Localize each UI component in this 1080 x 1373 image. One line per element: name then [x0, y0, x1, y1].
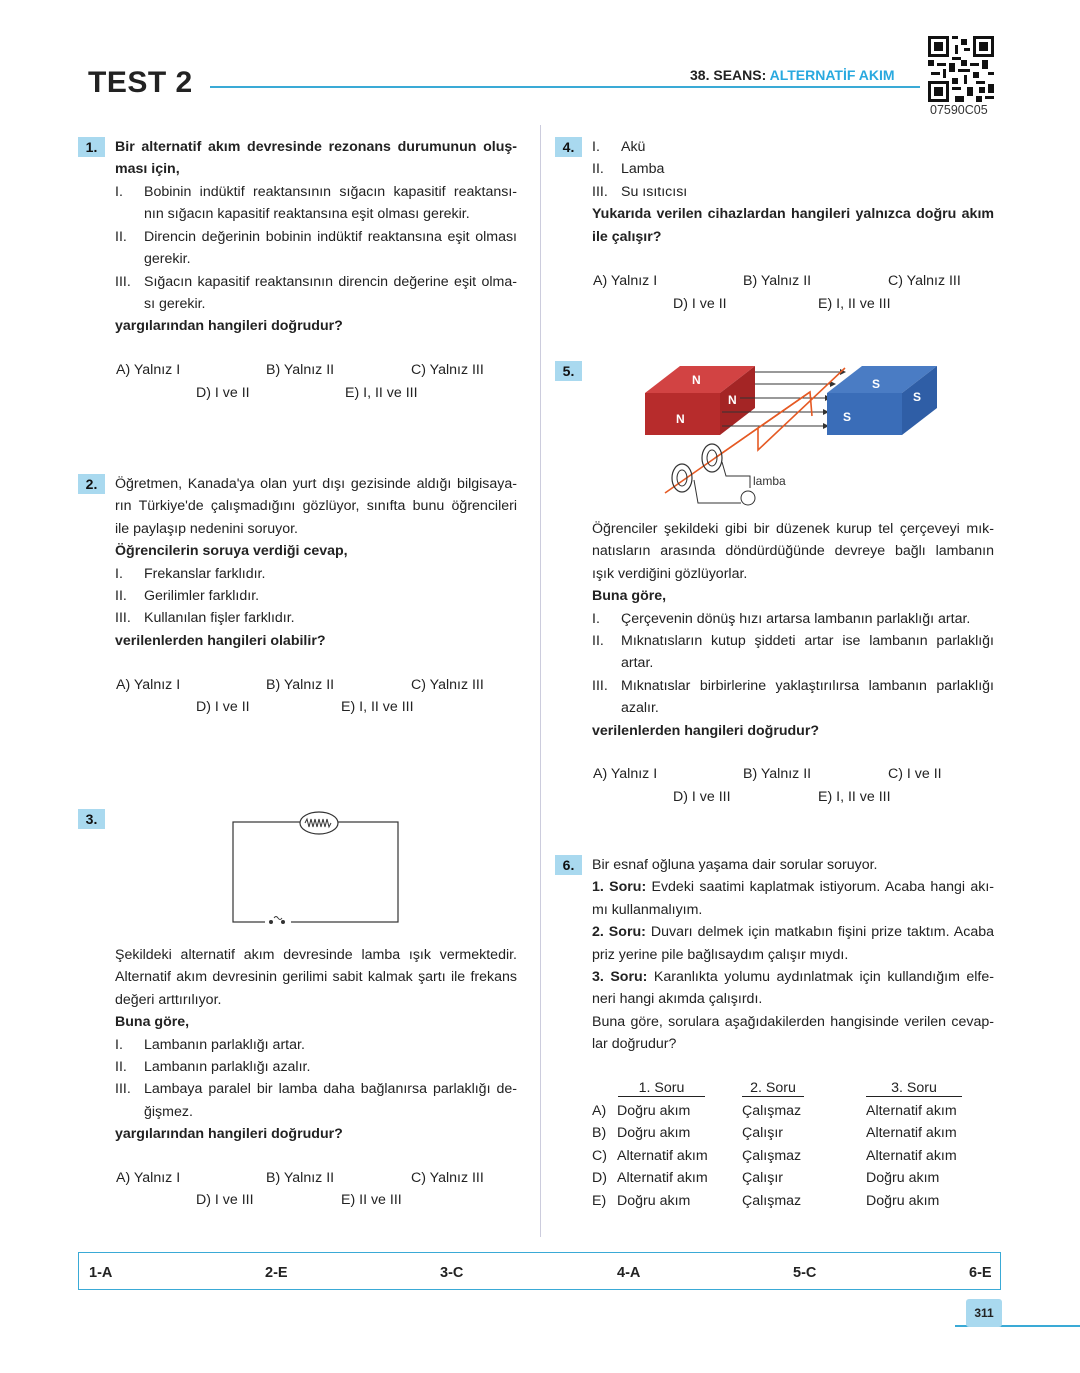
q1-statement-1	[115, 181, 517, 226]
magnet-s-label: S	[872, 377, 881, 391]
question-3	[115, 944, 517, 1146]
item-text: Akü	[621, 139, 646, 155]
q6-option-rows	[592, 1100, 992, 1212]
q2-lead: Öğrencilerin soruya verdiği cevap,	[115, 543, 348, 560]
q1-stem-line-1: Bir alternatif akım devresinde rezonans durumunun oluş-	[115, 139, 517, 155]
page-number: 311	[966, 1299, 1002, 1327]
q3-lead: Buna göre,	[115, 1014, 190, 1031]
statement-line: artar.	[621, 655, 654, 672]
ac-source-terminal	[281, 920, 285, 924]
q1-question: yargılarından hangileri doğrudur?	[115, 318, 343, 335]
q4-option-c[interactable]: C) Yalnız III	[888, 273, 961, 289]
roman-numeral: III.	[115, 1081, 131, 1098]
q6-soru-3-line-2: neri hangi akımda çalışırdı.	[592, 991, 763, 1008]
question-2	[115, 473, 517, 652]
q4-item-1	[592, 136, 994, 158]
q5-stem-line: natısların arasında döndürdüğünde devreye bağlı lambanın	[592, 543, 994, 560]
answer-key-4: 4-A	[617, 1265, 641, 1281]
roman-numeral: III.	[115, 273, 131, 290]
roman-numeral: III.	[592, 677, 608, 694]
soru-label: 1. Soru:	[592, 879, 647, 896]
roman-numeral: I.	[592, 139, 600, 155]
q3-statement-1	[115, 1034, 517, 1056]
magnet-s-label: S	[843, 410, 852, 424]
soru-text: Evdeki saatimi kaplatmak istiyorum. Acaba hangi akı-	[646, 879, 994, 896]
statement-text: Çerçevenin dönüş hızı artarsa lambanın parlaklığı artar.	[621, 610, 971, 627]
q2-statement-2	[115, 585, 517, 607]
q2-option-c[interactable]: C) Yalnız III	[411, 677, 484, 693]
option-cell: Çalışmaz	[742, 1147, 802, 1164]
q5-option-e[interactable]: E) I, II ve III	[818, 789, 891, 805]
option-cell: Alternatif akım	[866, 1103, 957, 1119]
q5-option-d[interactable]: D) I ve III	[673, 789, 731, 805]
q6-soru-2-line-2: priz yerine pile bağlısaydım çalışır mıydı.	[592, 946, 849, 963]
answer-key-box	[78, 1252, 1001, 1290]
roman-numeral: II.	[592, 633, 604, 650]
q2-option-a[interactable]: A) Yalnız I	[116, 677, 181, 693]
statement-line: Mıknatıslar birbirlerine yaklaştırılırsa lambanın parlaklığı	[621, 677, 994, 694]
q5-option-c[interactable]: C) I ve II	[888, 766, 942, 782]
question-number-5: 5.	[555, 361, 582, 381]
q5-statement-1	[592, 608, 994, 630]
item-text: Su ısıtıcısı	[621, 183, 688, 200]
q5-lead: Buna göre,	[592, 588, 667, 605]
q1-statements	[115, 181, 517, 338]
generator-diagram	[640, 358, 945, 508]
q3-statement-2	[115, 1056, 517, 1078]
q6-question-line-1: Buna göre, sorulara aşağıdakilerden hangisinde verilen cevap-	[592, 1013, 994, 1030]
slip-ring-icon	[672, 464, 692, 492]
q6-option-a[interactable]	[592, 1100, 992, 1122]
magnet-n-label: N	[728, 393, 737, 407]
q3-option-b[interactable]: B) Yalnız II	[266, 1170, 335, 1186]
roman-numeral: I.	[115, 1036, 123, 1053]
q3-option-d[interactable]: D) I ve III	[196, 1192, 254, 1208]
q3-statement-3	[115, 1078, 517, 1123]
q2-option-b[interactable]: B) Yalnız II	[266, 677, 335, 693]
statement-line: Direncin değerinin bobinin indüktif reaktansına eşit olması	[144, 228, 517, 245]
statement-text: Lambanın parlaklığı azalır.	[144, 1059, 311, 1076]
question-number-1: 1.	[78, 137, 105, 157]
q4-question-line-2: ile çalışır?	[592, 228, 662, 245]
q1-statement-2	[115, 226, 517, 271]
q5-statement-2	[592, 630, 994, 675]
q6-intro: Bir esnaf oğluna yaşama dair sorular soruyor.	[592, 857, 878, 873]
statement-line: Lambaya paralel bir lamba daha bağlanırsa parlaklığı de-	[144, 1081, 517, 1098]
question-number-3: 3.	[78, 809, 105, 829]
magnet-s-front	[827, 393, 902, 435]
q1-stem-line-2: ması için,	[115, 161, 180, 178]
statement-line: Bobinin indüktif reaktansının sığacın kapasitif reaktansı-	[144, 184, 517, 200]
statement-text: Lambanın parlaklığı artar.	[144, 1036, 305, 1053]
q5-stem-line: ışık verdiğini gözlüyorlar.	[592, 565, 748, 582]
ac-circuit-diagram	[225, 808, 410, 933]
q2-option-e[interactable]: E) I, II ve III	[341, 699, 414, 715]
option-cell: Çalışır	[742, 1170, 783, 1187]
q1-option-e[interactable]: E) I, II ve III	[345, 385, 418, 401]
question-1	[115, 136, 517, 181]
option-letter: B)	[592, 1125, 607, 1142]
q3-stem-line: Şekildeki alternatif akım devresinde lamba ışık vermektedir.	[115, 947, 517, 963]
option-cell: Alternatif akım	[617, 1147, 708, 1164]
q6-soru-1-line-1	[592, 876, 994, 898]
header-rule	[210, 86, 920, 88]
option-cell: Doğru akım	[617, 1125, 691, 1142]
q3-stem-line: değeri arttırılıyor.	[115, 991, 222, 1008]
lamp-label: lamba	[753, 474, 786, 488]
item-text: Lamba	[621, 161, 665, 178]
option-cell: Çalışmaz	[742, 1103, 802, 1119]
roman-numeral: II.	[592, 161, 604, 178]
option-letter: E)	[592, 1192, 607, 1209]
q6-table-header-1: 1. Soru	[618, 1080, 705, 1097]
question-4	[592, 136, 994, 248]
soru-label: 2. Soru:	[592, 924, 646, 941]
roman-numeral: II.	[115, 588, 127, 605]
q2-option-d[interactable]: D) I ve II	[196, 699, 250, 715]
option-cell: Doğru akım	[866, 1192, 940, 1209]
statement-line: sı gerekir.	[144, 296, 206, 312]
session-prefix: 38. SEANS:	[690, 67, 770, 83]
q4-option-a[interactable]: A) Yalnız I	[593, 273, 658, 289]
q3-option-a[interactable]: A) Yalnız I	[116, 1170, 181, 1186]
session-title	[690, 67, 895, 83]
question-number-4: 4.	[555, 137, 582, 157]
option-cell: Doğru akım	[617, 1192, 691, 1209]
qr-code-icon[interactable]	[928, 36, 994, 102]
soru-text: Karanlıkta yolumu aydınlatmak için kullandığım elfe-	[647, 969, 994, 986]
roman-numeral: I.	[115, 184, 123, 200]
magnet-n-label: N	[692, 373, 701, 387]
option-cell: Alternatif akım	[866, 1125, 957, 1142]
ac-source-gap	[265, 919, 291, 925]
q6-table-header-3: 3. Soru	[866, 1080, 962, 1097]
roman-numeral: I.	[115, 565, 123, 582]
q2-stem-line: rın Türkiye'de çalışmadığını gözlüyor, sınıfta bunu öğrencileri	[115, 498, 517, 515]
q6-option-b[interactable]	[592, 1122, 992, 1144]
qr-code-label: 07590C05	[930, 103, 988, 117]
lamp-icon	[741, 491, 755, 505]
q3-option-c[interactable]: C) Yalnız III	[411, 1170, 484, 1186]
circuit-wire	[722, 462, 750, 488]
roman-numeral: II.	[115, 228, 127, 245]
q3-question: yargılarından hangileri doğrudur?	[115, 1126, 343, 1143]
q6-question-line-2: lar doğrudur?	[592, 1036, 677, 1053]
magnet-n-label: N	[676, 412, 685, 426]
magnet-s-label: S	[913, 390, 922, 404]
soru-text: Duvarı delmek için matkabın fişini prize taktım. Acaba	[645, 924, 994, 941]
roman-numeral: I.	[592, 610, 600, 627]
roman-numeral: III.	[115, 610, 131, 627]
statement-text: Frekanslar farklıdır.	[144, 565, 266, 582]
slip-ring-icon	[702, 444, 722, 472]
q6-soru-3-line-1	[592, 966, 994, 988]
q6-option-c[interactable]	[592, 1145, 992, 1167]
q5-option-b[interactable]: B) Yalnız II	[743, 766, 812, 782]
answer-key-6: 6-E	[969, 1265, 992, 1281]
column-divider	[540, 125, 541, 1237]
q4-option-d[interactable]: D) I ve II	[673, 296, 727, 312]
statement-line: azalır.	[621, 700, 659, 717]
q4-option-b[interactable]: B) Yalnız II	[743, 273, 812, 289]
q4-option-e[interactable]: E) I, II ve III	[818, 296, 891, 312]
option-cell: Alternatif akım	[617, 1170, 708, 1187]
q4-item-3	[592, 181, 994, 203]
question-5	[592, 518, 994, 742]
roman-numeral: II.	[115, 1059, 127, 1076]
answer-key-2: 2-E	[265, 1265, 288, 1281]
option-letter: C)	[592, 1147, 607, 1164]
q5-option-a[interactable]: A) Yalnız I	[593, 766, 658, 782]
roman-numeral: III.	[592, 183, 608, 200]
test-title: TEST 2	[88, 66, 193, 99]
option-letter: A)	[592, 1103, 607, 1119]
q6-soru-1-line-2: mı kullanmalıyım.	[592, 901, 703, 918]
q5-question: verilenlerden hangileri doğrudur?	[592, 722, 820, 739]
ac-source-terminal	[269, 920, 273, 924]
answer-key-5: 5-C	[793, 1265, 817, 1281]
q6-option-d[interactable]	[592, 1167, 992, 1189]
question-number-6: 6.	[555, 855, 582, 875]
statement-line: gerekir.	[144, 251, 191, 268]
statement-line: ğişmez.	[144, 1103, 193, 1120]
q6-option-e[interactable]	[592, 1190, 992, 1212]
q1-option-b[interactable]: B) Yalnız II	[266, 362, 335, 378]
session-topic: ALTERNATİF AKIM	[769, 67, 895, 83]
q2-statement-1	[115, 563, 517, 585]
q2-stem-line: Öğretmen, Kanada'ya olan yurt dışı gezisinde aldığı bilgisaya-	[115, 476, 517, 492]
answer-key-3: 3-C	[440, 1265, 464, 1281]
circuit-wire	[233, 822, 398, 922]
q2-statement-3	[115, 607, 517, 629]
option-cell: Doğru akım	[617, 1103, 691, 1119]
q3-stem-line: Alternatif akım devresinin gerilimi sabit kalmak şartı ile frekans	[115, 969, 517, 986]
question-number-2: 2.	[78, 474, 105, 494]
statement-text: Gerilimler farklıdır.	[144, 588, 260, 605]
question-6	[592, 854, 994, 1056]
q1-option-a[interactable]: A) Yalnız I	[116, 362, 181, 378]
lamp-icon	[300, 812, 338, 834]
statement-line: nın sığacın kapasitif reaktansına eşit olması gerekir.	[144, 206, 470, 223]
q5-stem-line: Öğrenciler şekildeki gibi bir düzenek kurup tel çerçeveyi mık-	[592, 521, 994, 537]
statement-line: Sığacın kapasitif reaktansının direncin değerine eşit olma-	[144, 273, 517, 290]
option-letter: D)	[592, 1170, 607, 1187]
q4-question-line-1: Yukarıda verilen cihazlardan hangileri yalnızca doğru akım	[592, 206, 994, 223]
circuit-wire	[694, 480, 735, 503]
option-cell: Doğru akım	[866, 1170, 940, 1187]
q1-statement-3	[115, 271, 517, 316]
answer-key-1: 1-A	[89, 1265, 113, 1281]
q2-question: verilenlerden hangileri olabilir?	[115, 632, 326, 649]
q3-option-e[interactable]: E) II ve III	[341, 1192, 402, 1208]
q6-table-header-2: 2. Soru	[742, 1080, 804, 1097]
soru-label: 3. Soru:	[592, 969, 648, 986]
statement-text: Kullanılan fişler farklıdır.	[144, 610, 295, 627]
q1-option-c[interactable]: C) Yalnız III	[411, 362, 484, 378]
q6-soru-2-line-1	[592, 921, 994, 943]
option-cell: Çalışır	[742, 1125, 783, 1142]
q4-item-2	[592, 158, 994, 180]
option-cell: Alternatif akım	[866, 1147, 957, 1164]
statement-line: Mıknatısların kutup şiddeti artar ise lambanın parlaklığı	[621, 633, 994, 650]
q1-option-d[interactable]: D) I ve II	[196, 385, 250, 401]
q2-stem-line: ile paylaşıp nedenini soruyor.	[115, 520, 298, 537]
option-cell: Çalışmaz	[742, 1192, 802, 1209]
q5-statement-3	[592, 675, 994, 720]
